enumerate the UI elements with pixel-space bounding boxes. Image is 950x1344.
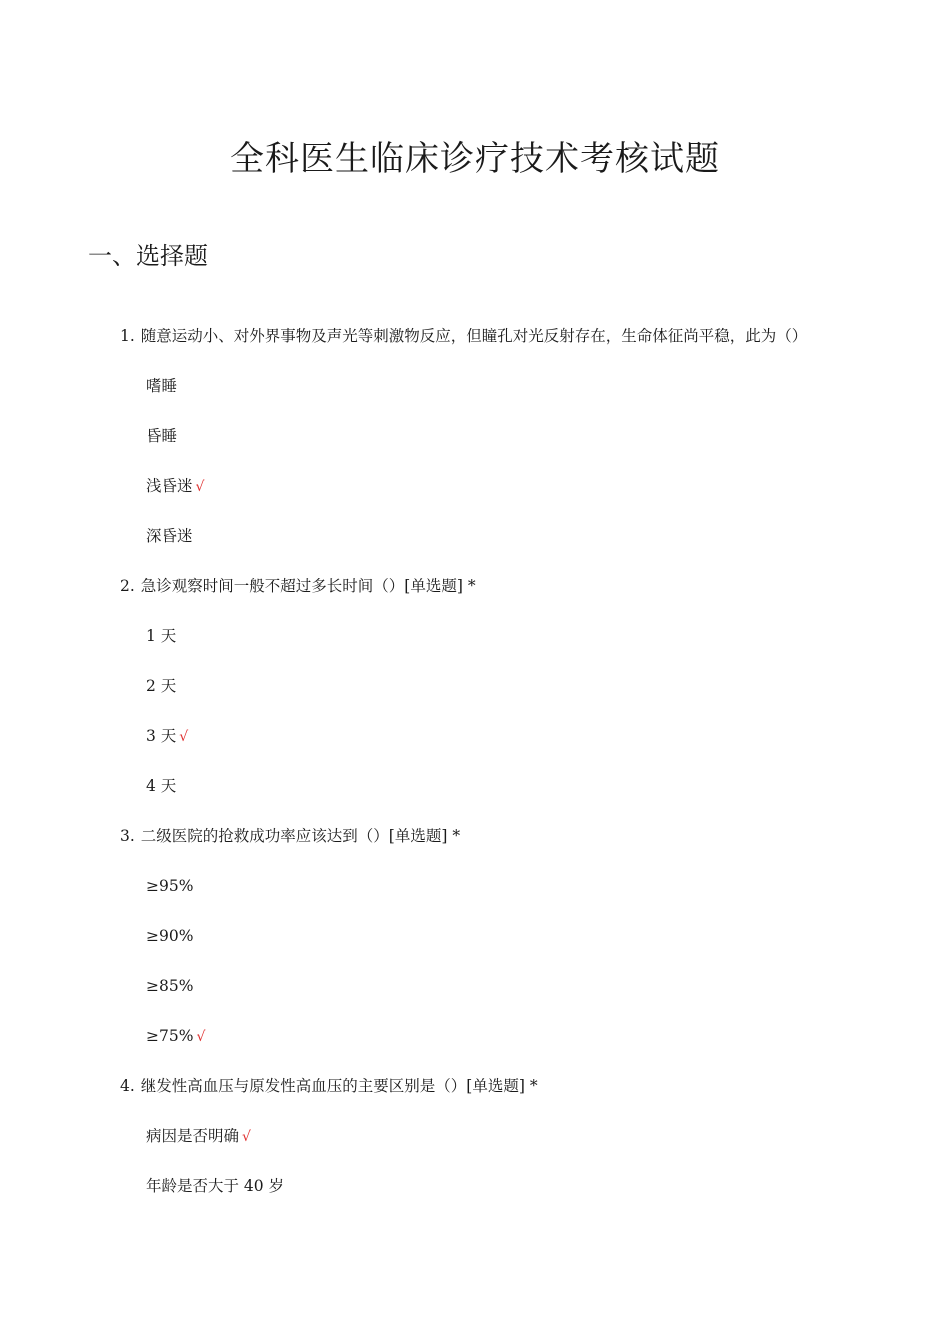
- option-1-4: [146, 522, 950, 572]
- option-2-4: [146, 772, 950, 822]
- question-1: [120, 322, 950, 372]
- question-text: 继发性高血压与原发性高血压的主要区别是（）[单选题] *: [140, 1077, 538, 1095]
- question-number: 4.: [120, 1077, 135, 1095]
- option-text: 年龄是否大于 40 岁: [146, 1177, 285, 1195]
- correct-check-icon: √: [179, 729, 189, 745]
- option-4-1: [146, 1122, 950, 1172]
- option-2-3: [146, 722, 950, 772]
- option-text: ≥85%: [146, 977, 194, 995]
- option-text: 病因是否明确: [146, 1127, 240, 1145]
- option-4-2: [146, 1172, 950, 1222]
- option-3-1: [146, 872, 950, 922]
- question-list: [0, 322, 950, 1222]
- option-text: 1 天: [146, 627, 177, 645]
- option-1-2: [146, 422, 950, 472]
- option-text: ≥90%: [146, 927, 194, 945]
- question-3: [120, 822, 950, 872]
- option-text: 4 天: [146, 777, 177, 795]
- question-number: 1.: [120, 327, 135, 345]
- question-text: 随意运动小、对外界事物及声光等刺激物反应，但瞳孔对光反射存在，生命体征尚平稳，此为（）: [140, 327, 808, 345]
- correct-check-icon: √: [196, 1029, 206, 1045]
- option-text: 嗜睡: [146, 377, 178, 395]
- option-2-1: [146, 622, 950, 672]
- option-text: 2 天: [146, 677, 177, 695]
- question-4: [120, 1072, 950, 1122]
- question-text: 二级医院的抢救成功率应该达到（）[单选题] *: [140, 827, 461, 845]
- document-title: 全科医生临床诊疗技术考核试题: [230, 139, 720, 179]
- option-text: ≥95%: [146, 877, 194, 895]
- correct-check-icon: √: [242, 1129, 251, 1145]
- question-number: 3.: [120, 827, 135, 845]
- question-number: 2.: [120, 577, 135, 595]
- question-2: [120, 572, 950, 622]
- option-text: ≥75%: [146, 1027, 194, 1045]
- option-text: 昏睡: [146, 427, 178, 445]
- option-1-3: [146, 472, 950, 522]
- section-title: 一、选择题: [88, 242, 208, 270]
- option-3-2: [146, 922, 950, 972]
- option-3-4: [146, 1022, 950, 1072]
- correct-check-icon: √: [195, 479, 205, 495]
- option-text: 3 天: [146, 727, 177, 745]
- option-text: 浅昏迷: [146, 477, 193, 495]
- option-text: 深昏迷: [146, 527, 193, 545]
- option-1-1: [146, 372, 950, 422]
- option-2-2: [146, 672, 950, 722]
- option-3-3: [146, 972, 950, 1022]
- question-text: 急诊观察时间一般不超过多长时间（）[单选题] *: [140, 577, 476, 595]
